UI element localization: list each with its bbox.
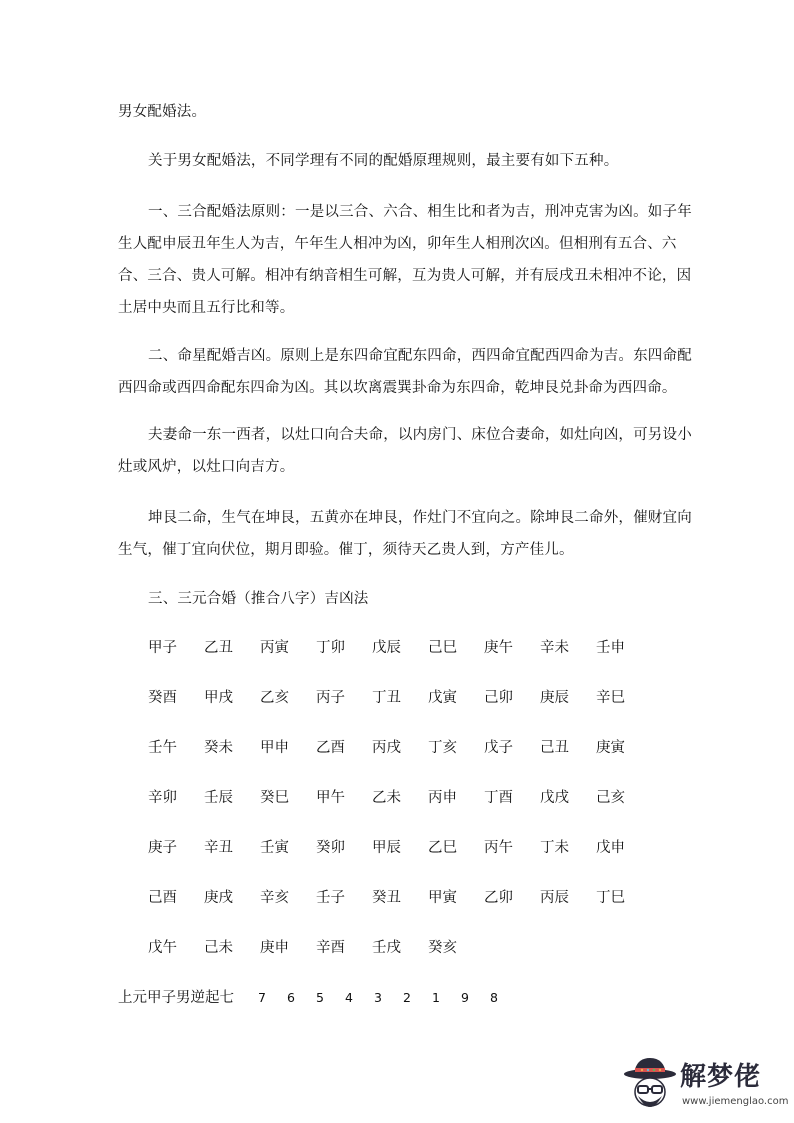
ganzhi-cell: 戊午 [148,940,177,956]
paragraph-kungen-line-2: 生气，催丁宜向伏位，期月即验。催丁，须待天乙贵人到，方产佳儿。 [118,542,574,558]
ganzhi-cell: 辛卯 [148,790,177,806]
mascot-icon [622,1056,678,1120]
ganzhi-cell: 癸酉 [148,690,177,706]
ganzhi-cell: 庚子 [148,840,177,856]
ganzhi-cell: 丙申 [428,790,457,806]
watermark-brand: 解梦佬 [680,1062,762,1092]
ganzhi-cell: 己酉 [148,890,177,906]
ganzhi-cell: 乙未 [372,790,401,806]
ganzhi-cell: 辛丑 [204,840,233,856]
ganzhi-cell: 乙巳 [428,840,457,856]
ganzhi-cell: 壬申 [596,640,625,656]
ganzhi-cell: 己卯 [484,690,513,706]
ganzhi-cell: 己丑 [540,740,569,756]
ganzhi-cell: 戊戌 [540,790,569,806]
ganzhi-row [148,888,668,938]
yuan-number: 2 [403,990,411,1005]
ganzhi-cell: 辛酉 [316,940,345,956]
ganzhi-cell: 丁酉 [484,790,513,806]
yuan-line [118,988,498,1008]
ganzhi-cell: 乙酉 [316,740,345,756]
ganzhi-row [148,938,668,988]
ganzhi-cell: 乙丑 [204,640,233,656]
ganzhi-cell: 甲戌 [204,690,233,706]
ganzhi-cell: 辛巳 [596,690,625,706]
paragraph-mingxing-line-1: 二、命星配婚吉凶。原则上是东四命宜配东四命，西四命宜配西四命为吉。东四命配 [148,348,692,364]
ganzhi-cell: 庚申 [260,940,289,956]
watermark-url: www.jiemenglao.com [682,1096,789,1107]
ganzhi-cell: 甲辰 [372,840,401,856]
ganzhi-cell: 庚戌 [204,890,233,906]
ganzhi-row [148,788,668,838]
ganzhi-cell: 丙子 [316,690,345,706]
ganzhi-cell: 丁亥 [428,740,457,756]
ganzhi-row [148,738,668,788]
paragraph-sanhe-line-3: 合、三合、贵人可解。相冲有纳音相生可解，互为贵人可解，并有辰戌丑未相冲不论，因 [118,268,692,284]
ganzhi-cell: 己亥 [596,790,625,806]
yuan-number: 9 [461,990,469,1005]
ganzhi-cell: 丙戌 [372,740,401,756]
ganzhi-cell: 辛未 [540,640,569,656]
yuan-number: 5 [316,990,324,1005]
ganzhi-cell: 甲子 [148,640,177,656]
paragraph-fuqi-line-1: 夫妻命一东一西者，以灶口向合夫命，以内房门、床位合妻命，如灶向凶，可另设小 [148,427,692,443]
ganzhi-cell: 戊寅 [428,690,457,706]
ganzhi-cell: 壬子 [316,890,345,906]
ganzhi-cell: 戊辰 [372,640,401,656]
ganzhi-cell: 己未 [204,940,233,956]
yuan-line-label: 上元甲子男逆起七 [118,990,234,1006]
yuan-number: 7 [258,990,266,1005]
ganzhi-cell: 癸亥 [428,940,457,956]
ganzhi-cell: 壬辰 [204,790,233,806]
ganzhi-cell: 壬午 [148,740,177,756]
ganzhi-cell: 丁未 [540,840,569,856]
paragraph-intro: 关于男女配婚法，不同学理有不同的配婚原理规则，最主要有如下五种。 [148,153,619,169]
ganzhi-cell: 乙亥 [260,690,289,706]
ganzhi-cell: 丁卯 [316,640,345,656]
yuan-number: 8 [490,990,498,1005]
yuan-number: 6 [287,990,295,1005]
paragraph-title: 男女配婚法。 [118,104,207,120]
paragraph-fuqi-line-2: 灶或风炉，以灶口向吉方。 [118,459,295,475]
ganzhi-cell: 戊申 [596,840,625,856]
ganzhi-cell: 庚午 [484,640,513,656]
yuan-number: 1 [432,990,440,1005]
yuan-number: 3 [374,990,382,1005]
ganzhi-cell: 丙寅 [260,640,289,656]
ganzhi-cell: 庚辰 [540,690,569,706]
yuan-number: 4 [345,990,353,1005]
ganzhi-table [148,638,668,988]
ganzhi-row [148,638,668,688]
ganzhi-cell: 甲午 [316,790,345,806]
ganzhi-cell: 庚寅 [596,740,625,756]
ganzhi-cell: 壬戌 [372,940,401,956]
ganzhi-cell: 辛亥 [260,890,289,906]
ganzhi-cell: 丙午 [484,840,513,856]
ganzhi-cell: 丁巳 [596,890,625,906]
ganzhi-row [148,838,668,888]
paragraph-mingxing-line-2: 西四命或西四命配东四命为凶。其以坎离震巽卦命为东四命，乾坤艮兑卦命为西四命。 [118,380,677,396]
paragraph-sanhe-line-2: 生人配申辰丑年生人为吉，午年生人相冲为凶，卯年生人相刑次凶。但相刑有五合、六 [118,236,677,252]
paragraph-kungen-line-1: 坤艮二命，生气在坤艮，五黄亦在坤艮，作灶门不宜向之。除坤艮二命外，催财宜向 [148,510,692,526]
watermark-logo [622,1056,792,1120]
paragraph-sanhe-line-4: 土居中央而且五行比和等。 [118,300,295,316]
ganzhi-cell: 丁丑 [372,690,401,706]
ganzhi-cell: 癸未 [204,740,233,756]
paragraph-sanhe-line-1: 一、三合配婚法原则：一是以三合、六合、相生比和者为吉，刑冲克害为凶。如子年 [148,204,692,220]
ganzhi-cell: 癸巳 [260,790,289,806]
ganzhi-cell: 乙卯 [484,890,513,906]
paragraph-sanyuan-heading: 三、三元合婚（推合八字）吉凶法 [148,591,369,607]
ganzhi-cell: 丙辰 [540,890,569,906]
ganzhi-row [148,688,668,738]
ganzhi-cell: 癸卯 [316,840,345,856]
ganzhi-cell: 壬寅 [260,840,289,856]
ganzhi-cell: 甲寅 [428,890,457,906]
ganzhi-cell: 戊子 [484,740,513,756]
ganzhi-cell: 癸丑 [372,890,401,906]
ganzhi-cell: 甲申 [260,740,289,756]
ganzhi-cell: 己巳 [428,640,457,656]
